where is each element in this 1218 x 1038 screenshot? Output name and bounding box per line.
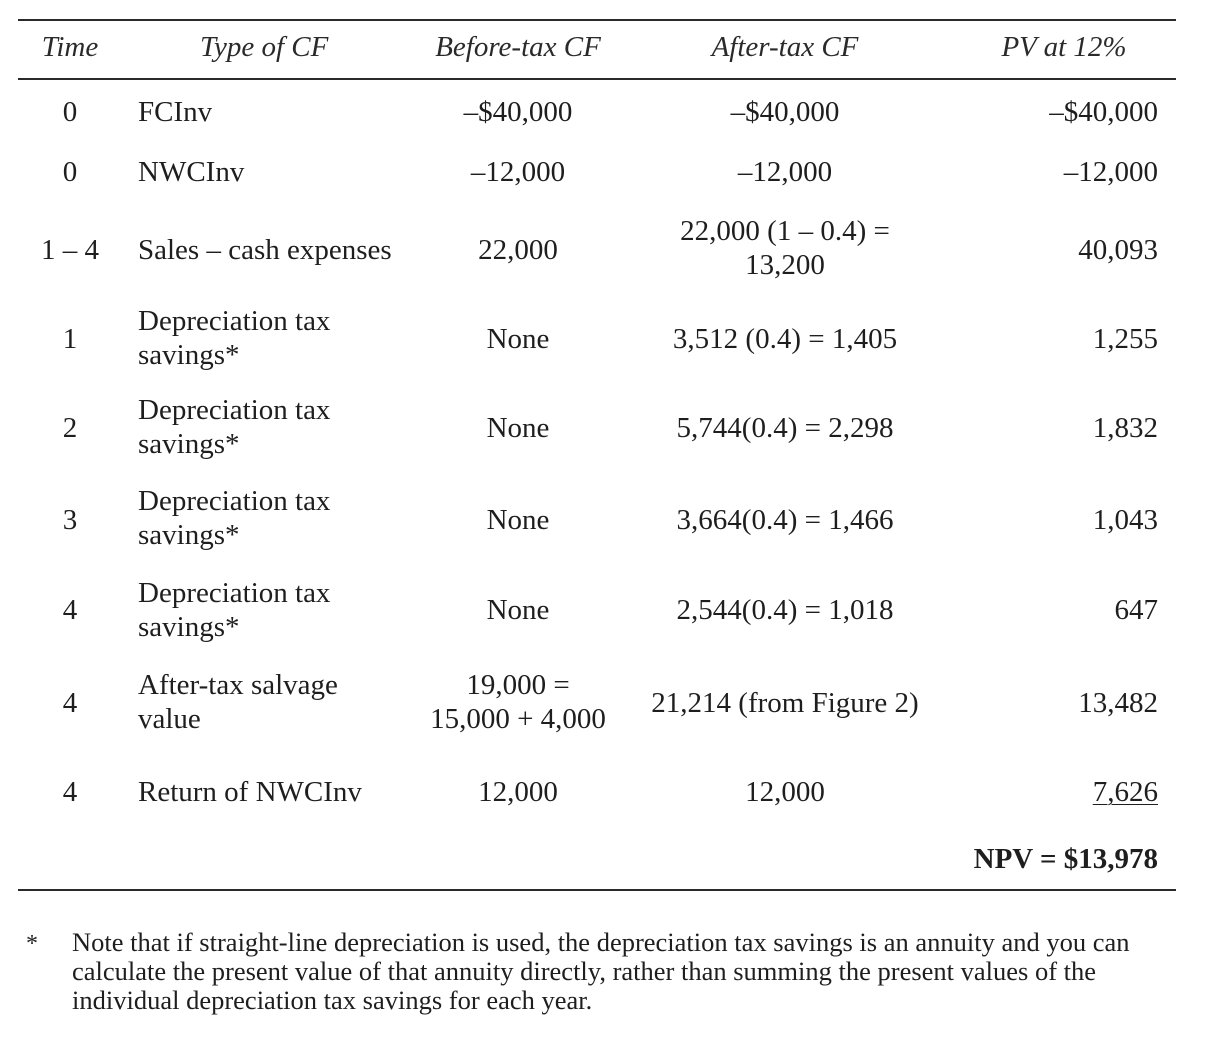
- row-before-line: 19,000 =: [466, 669, 570, 701]
- row-type-line: savings*: [138, 339, 240, 371]
- row-before: None: [486, 323, 550, 355]
- row-type-line: savings*: [138, 611, 240, 643]
- row-type-line: savings*: [138, 428, 240, 460]
- row-type-line: Depreciation tax: [138, 305, 331, 337]
- row-time: 3: [62, 504, 78, 536]
- row-pv-wrap: [950, 775, 1158, 809]
- row-type-line: Depreciation tax: [138, 485, 331, 517]
- row-before: –$40,000: [463, 96, 573, 128]
- footnote-text: Note that if straight-line depreciation is used, the depreciation tax savings is an annuity and you can calculate the present value of that annuity directly, rather than summing the present values of the individual depreciation tax savings for each year.: [72, 927, 1130, 1015]
- row-before: 12,000: [478, 776, 558, 808]
- header-before-tax: Before-tax CF: [435, 31, 601, 63]
- row-before: –12,000: [470, 156, 566, 188]
- row-type-line: Depreciation tax: [138, 394, 331, 426]
- row-before: [408, 668, 628, 736]
- header-pv: PV at 12%: [1001, 31, 1127, 63]
- row-time: 2: [62, 412, 78, 444]
- row-type-line: savings*: [138, 519, 240, 551]
- row-pv: 7,626: [1092, 776, 1158, 808]
- row-time: 4: [62, 687, 78, 719]
- row-before: None: [486, 412, 550, 444]
- row-after: 21,214 (from Figure 2): [651, 687, 919, 719]
- row-pv: –12,000: [1063, 156, 1158, 188]
- row-after-line: 13,200: [745, 249, 825, 281]
- row-before-line: 15,000 + 4,000: [430, 703, 606, 735]
- row-time: 1 – 4: [41, 234, 99, 266]
- row-pv: 1,255: [1092, 323, 1158, 355]
- bottom-rule: [18, 889, 1176, 891]
- row-after: 2,544(0.4) = 1,018: [676, 594, 894, 626]
- row-type-line: After-tax salvage: [138, 669, 338, 701]
- row-before: None: [486, 504, 550, 536]
- top-rule: [18, 19, 1176, 21]
- row-time: 4: [62, 776, 78, 808]
- row-type-line: Depreciation tax: [138, 577, 331, 609]
- row-pv: 1,832: [1092, 412, 1158, 444]
- row-time: 0: [62, 156, 78, 188]
- row-pv: 647: [1114, 594, 1158, 626]
- row-type: [138, 304, 428, 372]
- row-type: [138, 484, 428, 552]
- row-after: –12,000: [737, 156, 833, 188]
- row-after: –$40,000: [730, 96, 840, 128]
- row-type: [138, 668, 428, 736]
- row-after: [640, 214, 930, 282]
- row-type: FCInv: [138, 96, 213, 128]
- row-type: [138, 393, 428, 461]
- row-pv: 40,093: [1078, 234, 1158, 266]
- row-time: 0: [62, 96, 78, 128]
- row-pv: 1,043: [1092, 504, 1158, 536]
- row-pv: 13,482: [1078, 687, 1158, 719]
- row-before: None: [486, 594, 550, 626]
- npv-total: NPV = $13,978: [973, 843, 1158, 875]
- row-after: 3,664(0.4) = 1,466: [676, 504, 894, 536]
- row-after: 12,000: [745, 776, 825, 808]
- row-time: 1: [62, 323, 78, 355]
- row-type: NWCInv: [138, 156, 245, 188]
- header-rule: [18, 78, 1176, 80]
- row-after-line: 22,000 (1 – 0.4) =: [680, 215, 890, 247]
- row-after: 5,744(0.4) = 2,298: [676, 412, 894, 444]
- header-after-tax: After-tax CF: [711, 31, 859, 63]
- row-type: Sales – cash expenses: [138, 234, 392, 266]
- header-type: Type of CF: [200, 31, 329, 63]
- row-type: [138, 576, 428, 644]
- footnote-mark: *: [26, 931, 38, 957]
- row-type: Return of NWCInv: [138, 776, 362, 808]
- header-time: Time: [41, 31, 99, 63]
- row-time: 4: [62, 594, 78, 626]
- row-before: 22,000: [478, 234, 558, 266]
- row-after: 3,512 (0.4) = 1,405: [672, 323, 898, 355]
- row-type-line: value: [138, 703, 201, 735]
- row-pv: –$40,000: [1049, 96, 1158, 128]
